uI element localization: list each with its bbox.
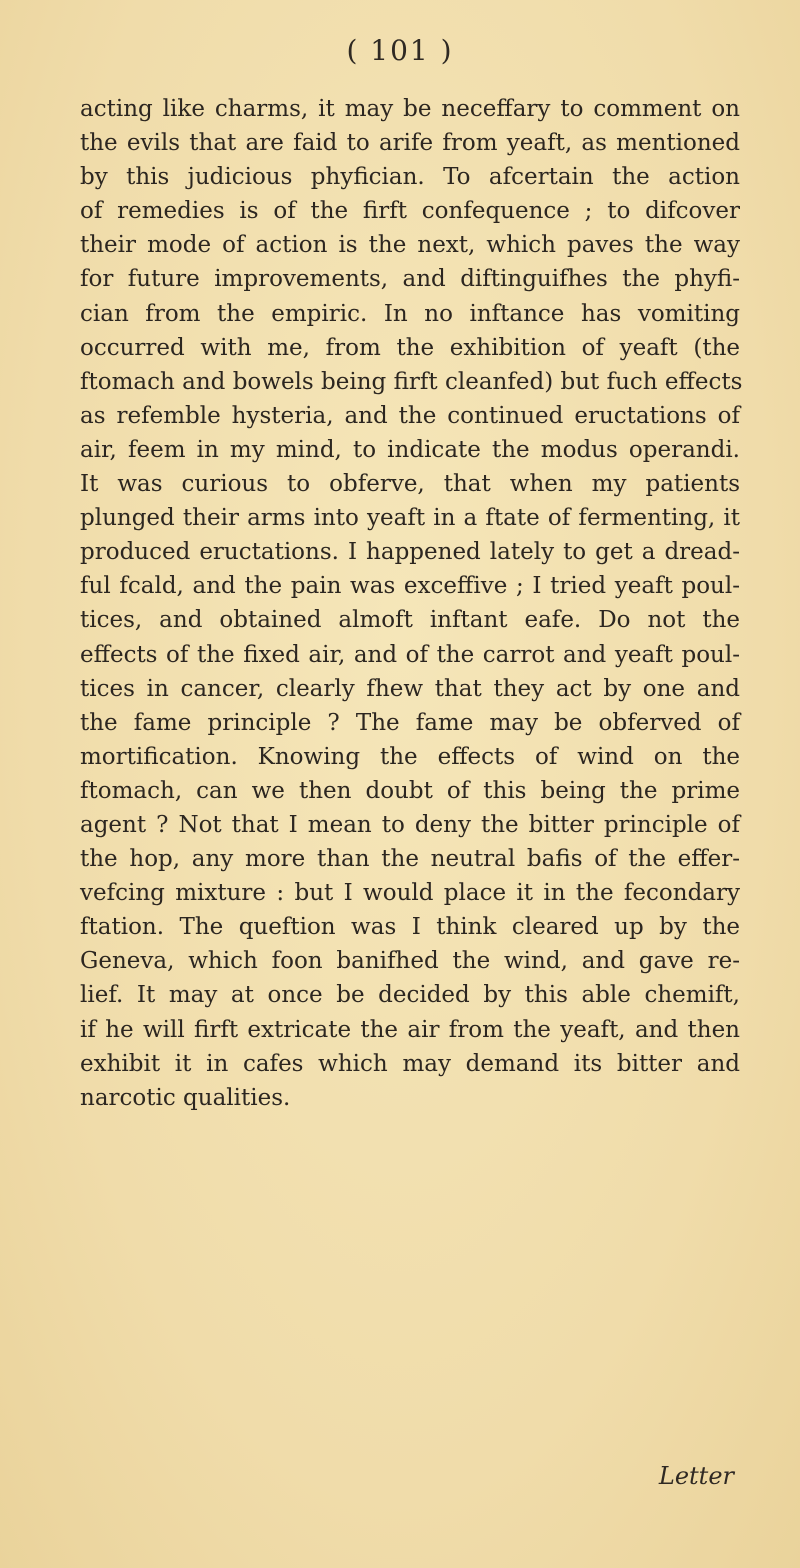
text-line: by this judicious phyfician. To afcertain the action xyxy=(80,164,740,191)
text-line: the hop, any more than the neutral bafis of the effer- xyxy=(80,846,740,873)
text-line: as refemble hysteria, and the continued eructations of xyxy=(80,402,740,429)
text-line: ful fcald, and the pain was exceffive ; I tried yeaft poul- xyxy=(80,573,740,600)
catchword: Letter xyxy=(658,1462,734,1490)
text-line: ftomach and bowels being firft cleanfed) but fuch effects xyxy=(80,368,743,395)
text-line: their mode of action is the next, which paves the way xyxy=(80,232,740,259)
body-text xyxy=(80,92,743,1115)
text-line: agent ? Not that I mean to deny the bitter principle of xyxy=(80,811,740,838)
text-line: produced eructations. I happened lately to get a dread- xyxy=(80,539,740,566)
text-line: acting like charms, it may be neceffary to comment on xyxy=(80,96,740,122)
text-line: tices, and obtained almoft inftant eafe. Do not the xyxy=(80,607,740,634)
text-line: narcotic qualities. xyxy=(80,1084,291,1111)
text-line: cian from the empiric. In no inftance has vomiting xyxy=(80,300,740,327)
text-line: occurred with me, from the exhibition of yeaft (the xyxy=(80,334,740,361)
text-line: Geneva, which foon banifhed the wind, and gave re- xyxy=(80,948,740,975)
text-line: lief. It may at once be decided by this able chemift, xyxy=(80,982,740,1009)
text-line: plunged their arms into yeaft in a ftate of fermenting, it xyxy=(80,505,740,532)
text-line: of remedies is of the firft confequence ; to difcover xyxy=(80,198,740,225)
text-line: exhibit it in cafes which may demand its bitter and xyxy=(80,1050,740,1077)
text-line: the evils that are faid to arife from yeaft, as mentioned xyxy=(80,130,740,157)
page-number: ( 101 ) xyxy=(346,34,454,67)
text-line: for future improvements, and diftinguifhes the phyfi- xyxy=(80,266,740,293)
text-line: mortification. Knowing the effects of wind on the xyxy=(80,743,740,770)
text-line: It was curious to obferve, that when my patients xyxy=(80,471,740,498)
text-line: the fame principle ? The fame may be obferved of xyxy=(80,709,740,736)
text-line: if he will firft extricate the air from the yeaft, and then xyxy=(80,1016,740,1043)
text-line: ftomach, can we then doubt of this being the prime xyxy=(80,777,740,804)
text-line: tices in cancer, clearly fhew that they act by one and xyxy=(80,675,740,702)
text-line: ftation. The queftion was I think cleared up by the xyxy=(80,914,740,941)
text-line: air, feem in my mind, to indicate the modus operandi. xyxy=(80,436,740,463)
text-line: effects of the fixed air, and of the carrot and yeaft poul- xyxy=(80,641,740,668)
text-line: vefcing mixture : but I would place it in the fecondary xyxy=(80,880,740,907)
